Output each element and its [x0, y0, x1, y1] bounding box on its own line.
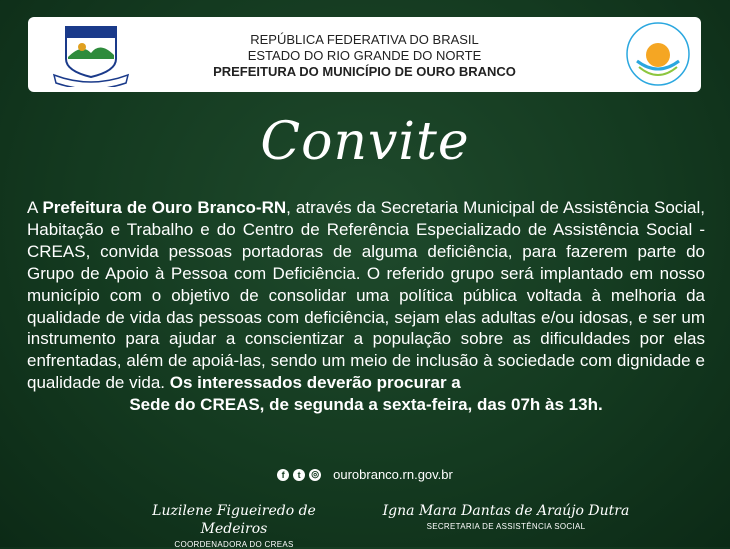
invitation-title: Convite [260, 112, 470, 172]
facebook-icon[interactable]: f [277, 469, 289, 481]
signature-role: SECRETARIA DE ASSISTÊNCIA SOCIAL [426, 522, 586, 531]
social-links [0, 467, 730, 482]
municipal-coat-of-arms-icon [52, 23, 130, 87]
selo-unicef-icon [625, 21, 691, 87]
signature-name: Luzilene Figueiredo de Medeiros [152, 503, 316, 537]
body-intro: A [27, 198, 43, 217]
header-line-prefecture: PREFEITURA DO MUNICÍPIO DE OURO BRANCO [213, 64, 516, 79]
signature-name: Igna Mara Dantas de Araújo Dutra [382, 503, 630, 519]
header-line-state: ESTADO DO RIO GRANDE DO NORTE [247, 48, 482, 63]
body-prefecture-name: Prefeitura de Ouro Branco-RN [42, 198, 287, 217]
twitter-icon[interactable]: t [293, 469, 305, 481]
website-link[interactable]: ourobranco.rn.gov.br [333, 467, 453, 482]
header-banner [28, 17, 701, 92]
signature-secretary [378, 502, 634, 531]
invitation-body [27, 197, 705, 416]
header-line-republic: REPÚBLICA FEDERATIVA DO BRASIL [250, 32, 479, 47]
body-main-text: , através da Secretaria Municipal de Assistência Social, Habitação e Trabalho e do Centro de Referência Especializado de Assistência Social - CREAS, convida pessoas portadoras de alguma deficiência, para fazerem parte do Grupo de Apoio à Pessoa com Deficiência. O referido grupo será implantado em nosso município com o objetivo de consolidar uma política pública voltada à melhoria da qualidade de vida das pessoas com deficiência, sejam elas adultas e/ou idosas, e ser um instrumento para ajudar a conscientizar a população sobre as dificuldades por elas enfrentadas, além de apoiá-las, sendo um meio de inclusão à sociedade com dignidade e qualidade de vida. [27, 198, 706, 393]
body-call-to-action: Os interessados deverão procurar a [169, 373, 461, 393]
instagram-icon[interactable]: ◎ [309, 469, 321, 481]
signature-role: COORDENADORA DO CREAS [174, 540, 294, 549]
body-schedule: Sede do CREAS, de segunda a sexta-feira, das 07h às 13h. [129, 395, 603, 415]
signature-coordinator [118, 502, 350, 549]
